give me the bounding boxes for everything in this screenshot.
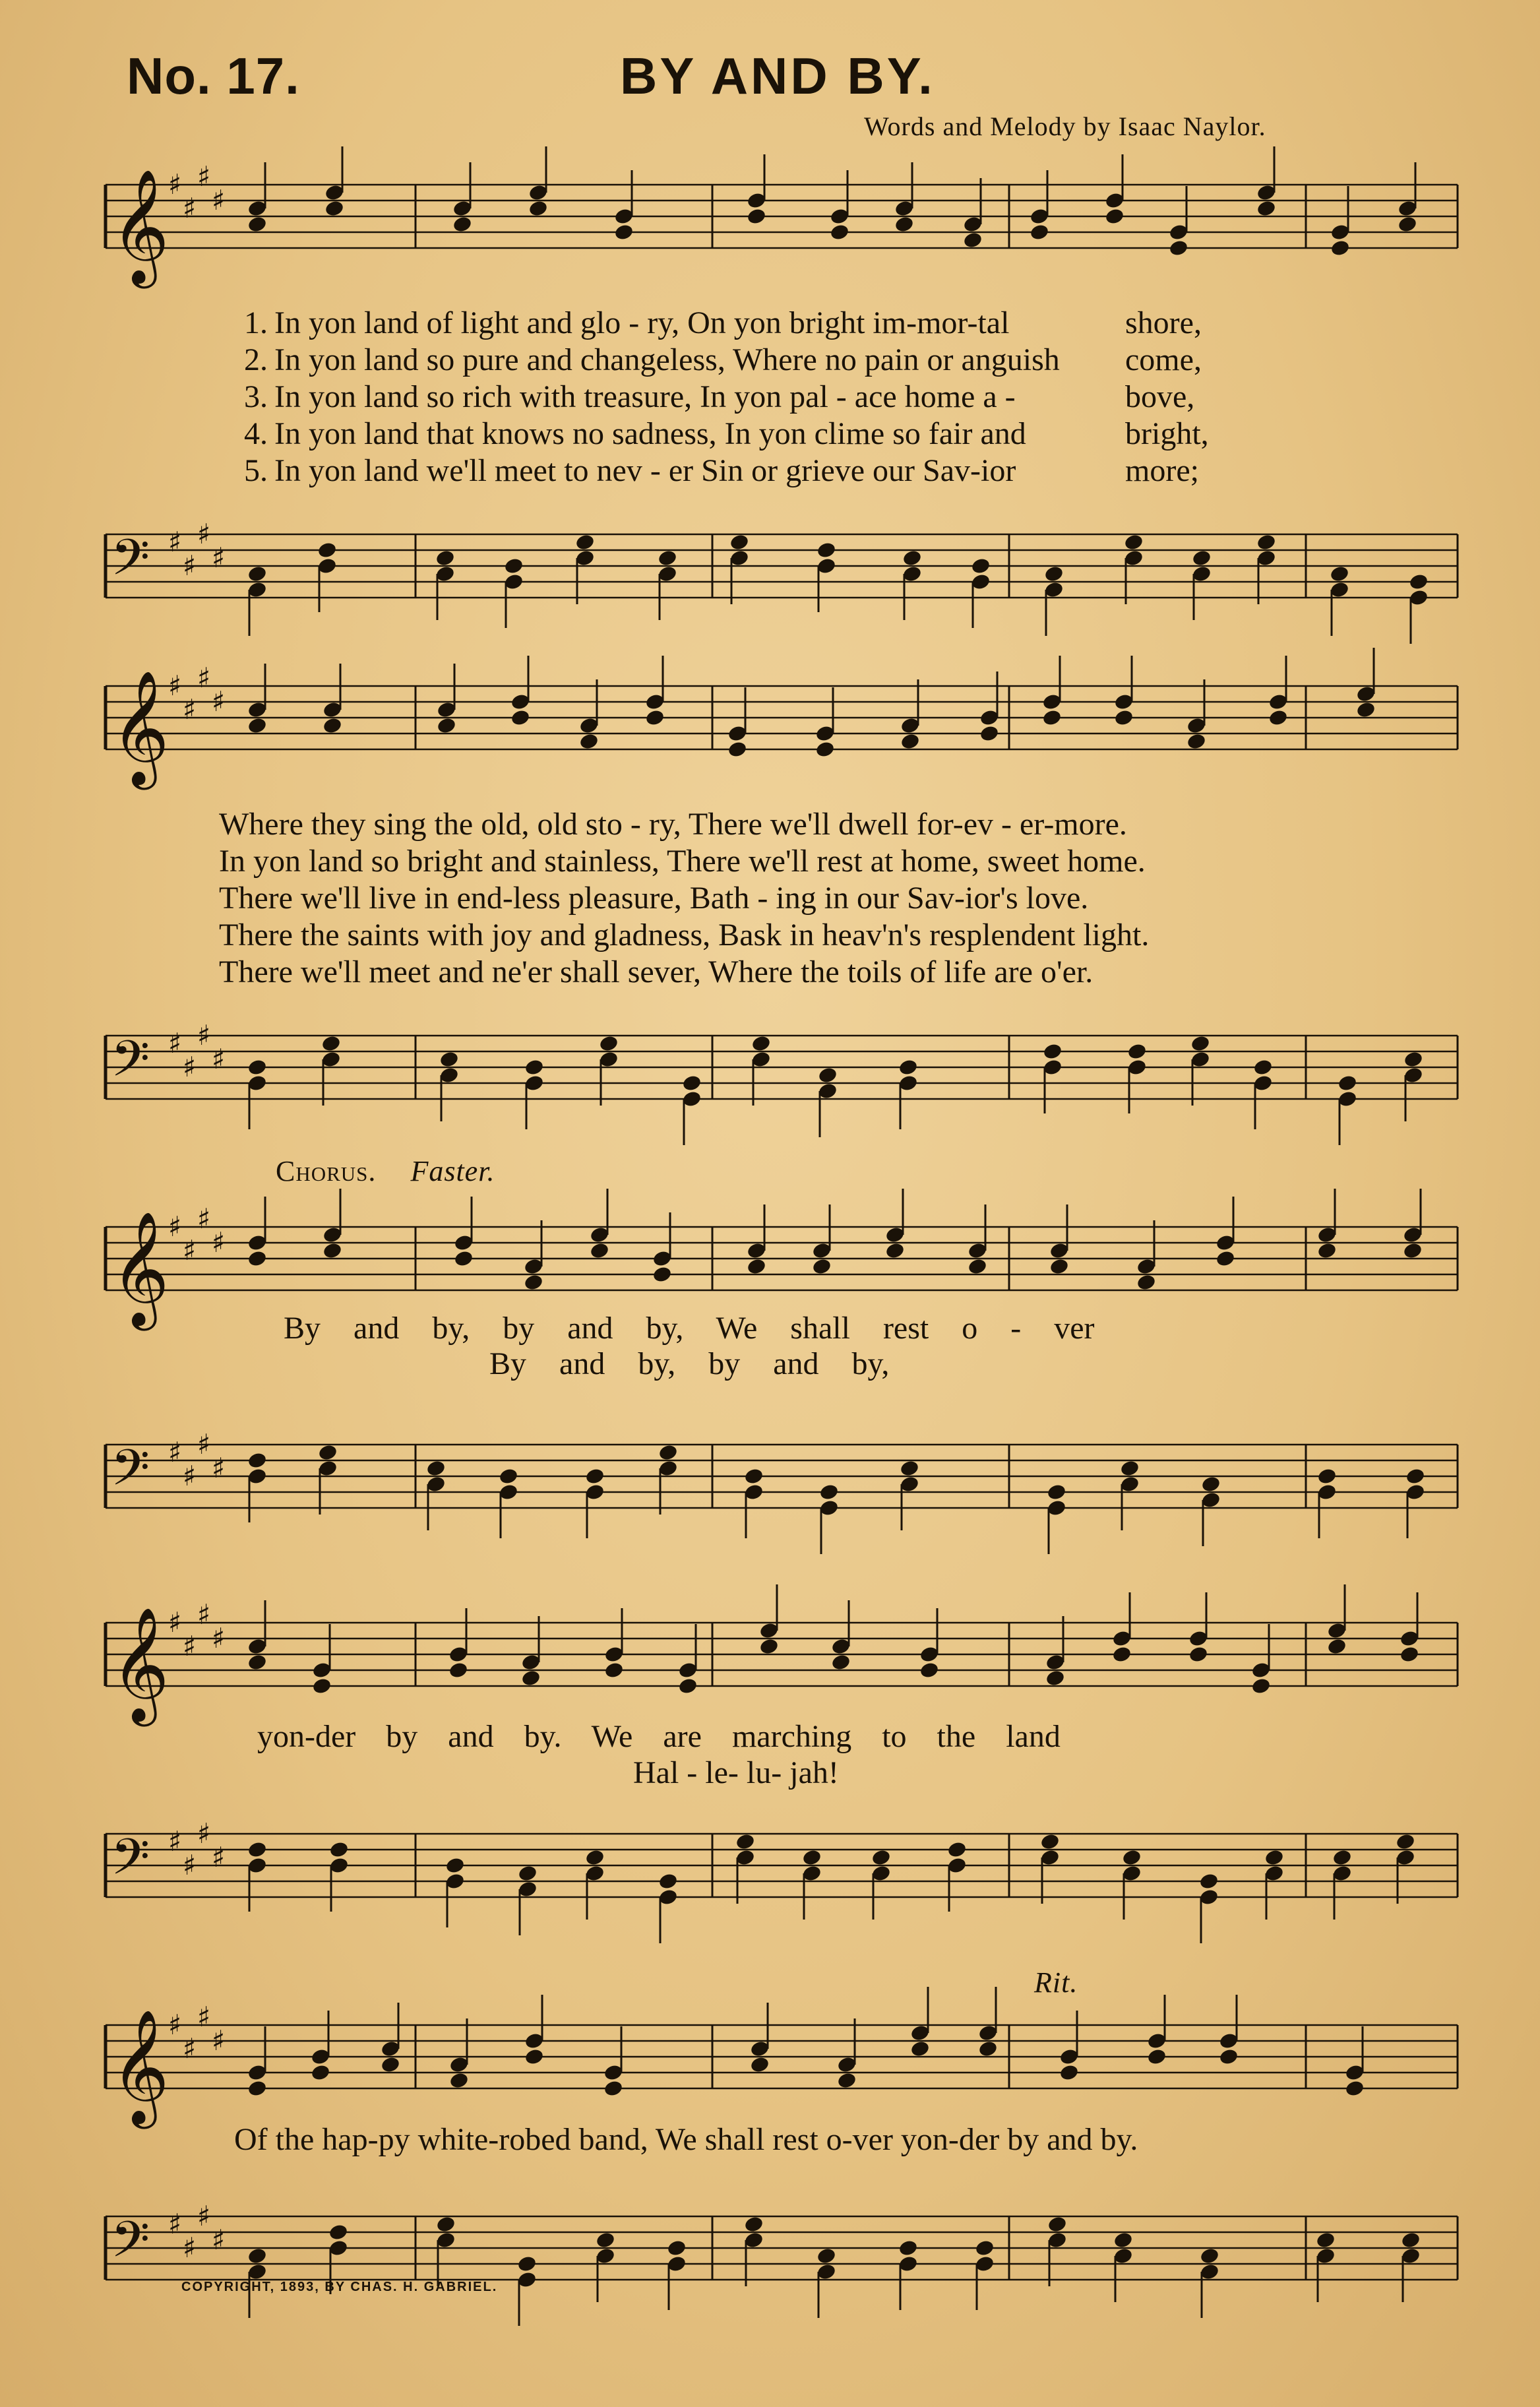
chorus-label: Chorus. Faster. <box>276 1155 495 1187</box>
svg-text:♯: ♯ <box>183 1234 197 1266</box>
hymn-number: No. 17. <box>127 47 300 105</box>
system-1-treble-staff <box>106 158 1458 290</box>
verse-4-line-b: There the saints with joy and gladness, Bask in heav'n's resplendent light. <box>219 918 1150 953</box>
svg-text:♯: ♯ <box>197 1817 211 1850</box>
copyright-notice: COPYRIGHT, 1893, BY CHAS. H. GABRIEL. <box>181 2280 498 2294</box>
svg-text:♯: ♯ <box>168 1436 182 1468</box>
verse-4-line: 4. In yon land that knows no sadness, In yon clime so fair and bright, <box>244 416 1209 451</box>
svg-text:♯: ♯ <box>183 192 197 224</box>
author-credit: Words and Melody by Isaac Naylor. <box>864 111 1266 141</box>
system-1-bass-staff <box>106 508 1458 640</box>
svg-text:𝄢: 𝄢 <box>111 528 150 599</box>
chorus-bass-lyric-2: Hal - le- lu- jah! <box>633 1755 839 1790</box>
svg-text:♯: ♯ <box>212 2224 226 2256</box>
svg-text:♯: ♯ <box>197 2200 211 2232</box>
verse-1-line-b: Where they sing the old, old sto - ry, There we'll dwell for-ev - er-more. <box>219 807 1127 842</box>
svg-text:♯: ♯ <box>168 670 182 702</box>
system-5-bass-staff <box>106 2190 1458 2322</box>
svg-text:𝄞: 𝄞 <box>111 670 169 785</box>
svg-text:♯: ♯ <box>212 1622 226 1654</box>
svg-text:♯: ♯ <box>183 1051 197 1083</box>
chorus-lyric-3: Of the hap-py white-robed band, We shall rest o-ver yon-der by and by. <box>234 2122 1138 2157</box>
svg-text:𝄞: 𝄞 <box>111 169 169 284</box>
svg-text:♯: ♯ <box>168 1606 182 1639</box>
svg-text:♯: ♯ <box>212 1841 226 1873</box>
svg-text:♯: ♯ <box>168 1825 182 1858</box>
svg-text:♯: ♯ <box>183 2232 197 2264</box>
svg-text:♯: ♯ <box>212 184 226 216</box>
svg-text:♯: ♯ <box>168 2208 182 2240</box>
svg-text:♯: ♯ <box>183 1630 197 1662</box>
chorus-lyric-1: By and by, by and by, We shall rest o - ver <box>284 1311 1095 1346</box>
ritardando-marking: Rit. <box>1034 1966 1078 1999</box>
svg-text:𝄢: 𝄢 <box>111 1828 150 1898</box>
svg-text:♯: ♯ <box>212 2024 226 2057</box>
svg-text:♯: ♯ <box>212 685 226 718</box>
tempo-marking: Faster. <box>410 1155 495 1187</box>
svg-text:♯: ♯ <box>197 160 211 193</box>
svg-text:♯: ♯ <box>168 168 182 201</box>
verse-5-line: 5. In yon land we'll meet to nev - er Sin or grieve our Sav-ior more; <box>244 453 1199 488</box>
svg-text:♯: ♯ <box>168 1027 182 1059</box>
svg-text:♯: ♯ <box>183 1460 197 1492</box>
svg-text:♯: ♯ <box>183 549 197 582</box>
verse-2-line-b: In yon land so bright and stainless, There we'll rest at home, sweet home. <box>219 844 1146 879</box>
verse-3-line: 3. In yon land so rich with treasure, In yon pal - ace home a - bove, <box>244 379 1195 414</box>
svg-text:♯: ♯ <box>183 1849 197 1881</box>
svg-text:♯: ♯ <box>168 2009 182 2041</box>
svg-text:♯: ♯ <box>212 1452 226 1484</box>
system-4-bass-staff <box>106 1807 1458 1939</box>
svg-text:♯: ♯ <box>197 518 211 550</box>
svg-text:♯: ♯ <box>197 1203 211 1235</box>
svg-text:♯: ♯ <box>197 1428 211 1460</box>
chorus-lyric-2: yon-der by and by. We are marching to the land <box>257 1719 1061 1754</box>
verse-1-line: 1. In yon land of light and glo - ry, On yon bright im-mor-tal shore, <box>244 305 1202 340</box>
chorus-bass-lyric-1: By and by, by and by, <box>489 1346 890 1381</box>
system-2-treble-staff <box>106 660 1458 792</box>
svg-text:♯: ♯ <box>197 1598 211 1631</box>
svg-text:♯: ♯ <box>197 2001 211 2033</box>
system-2-bass-staff <box>106 1009 1458 1141</box>
svg-text:𝄞: 𝄞 <box>111 1607 169 1722</box>
svg-text:𝄢: 𝄢 <box>111 1439 150 1509</box>
svg-text:𝄞: 𝄞 <box>111 1211 169 1326</box>
svg-text:𝄢: 𝄢 <box>111 2210 150 2281</box>
svg-text:♯: ♯ <box>168 526 182 558</box>
svg-text:♯: ♯ <box>197 662 211 694</box>
svg-text:♯: ♯ <box>212 1043 226 1075</box>
verse-3-line-b: There we'll live in end-less pleasure, Bath - ing in our Sav-ior's love. <box>219 881 1089 916</box>
verse-5-line-b: There we'll meet and ne'er shall sever, Where the toils of life are o'er. <box>219 954 1093 989</box>
svg-text:𝄞: 𝄞 <box>111 2009 169 2124</box>
system-4-treble-staff <box>106 1596 1458 1728</box>
svg-text:♯: ♯ <box>212 542 226 574</box>
svg-text:♯: ♯ <box>183 2032 197 2065</box>
svg-text:♯: ♯ <box>168 1210 182 1243</box>
svg-text:♯: ♯ <box>212 1226 226 1259</box>
svg-text:♯: ♯ <box>197 1019 211 1051</box>
system-3-bass-staff <box>106 1418 1458 1550</box>
system-5-treble-staff <box>106 1999 1458 2131</box>
svg-text:𝄢: 𝄢 <box>111 1030 150 1100</box>
svg-text:♯: ♯ <box>183 693 197 726</box>
hymn-title: BY AND BY. <box>620 47 935 105</box>
verse-2-line: 2. In yon land so pure and changeless, Where no pain or anguish come, <box>244 342 1202 377</box>
